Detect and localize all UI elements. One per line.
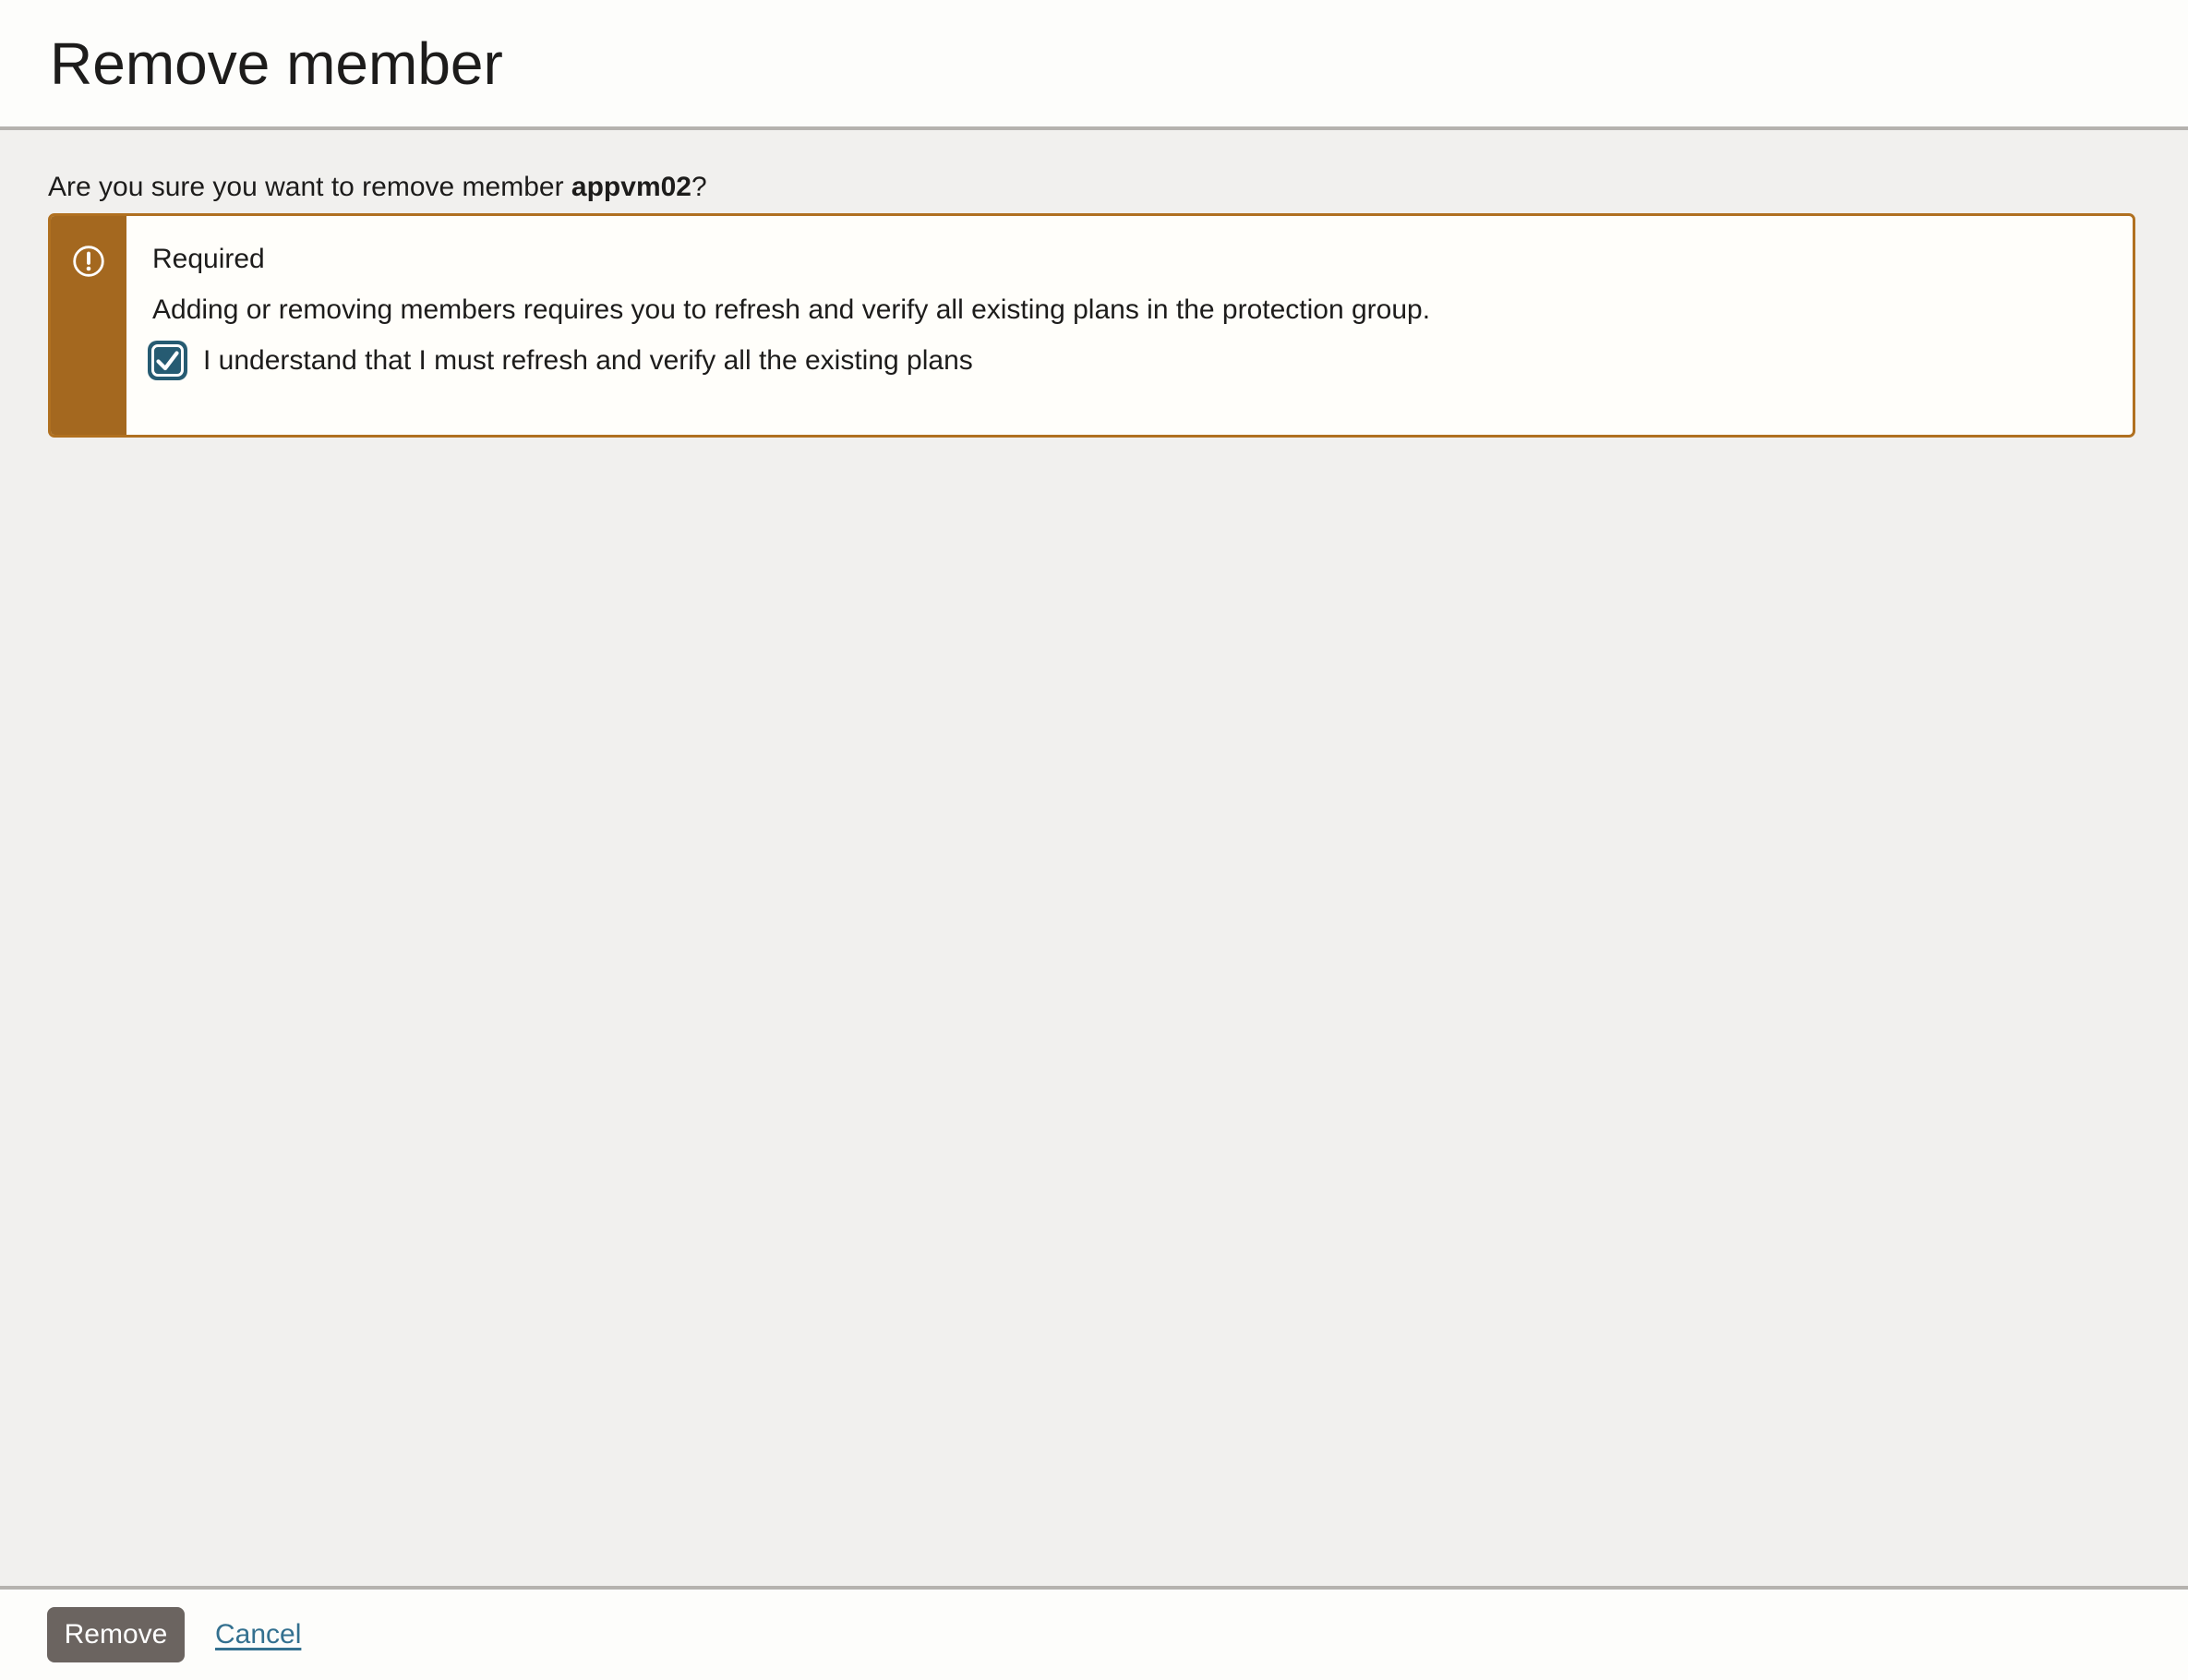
dialog-header <box>0 0 2188 130</box>
dialog-body <box>0 130 2188 1586</box>
remove-button[interactable]: Remove <box>47 1607 185 1662</box>
understand-checkbox[interactable] <box>148 341 187 380</box>
understand-checkbox-row[interactable] <box>148 341 973 380</box>
warning-alert-content <box>126 216 2133 435</box>
dialog-footer <box>0 1586 2188 1680</box>
cancel-link[interactable]: Cancel <box>215 1619 302 1650</box>
question-suffix: ? <box>691 172 707 202</box>
page-title: Remove member <box>50 30 503 97</box>
exclamation-circle-icon <box>72 245 105 278</box>
question-prefix: Are you sure you want to remove member <box>48 172 571 202</box>
understand-checkbox-label[interactable]: I understand that I must refresh and verify all the existing plans <box>203 345 973 376</box>
question-text <box>48 171 2188 204</box>
member-name: appvm02 <box>571 172 691 202</box>
warning-alert <box>48 213 2135 438</box>
warning-alert-stripe <box>51 216 126 435</box>
alert-message: Adding or removing members requires you to refresh and verify all existing plans in the protection group. <box>152 294 1431 325</box>
alert-title: Required <box>152 244 265 274</box>
checkmark-icon <box>148 341 187 380</box>
